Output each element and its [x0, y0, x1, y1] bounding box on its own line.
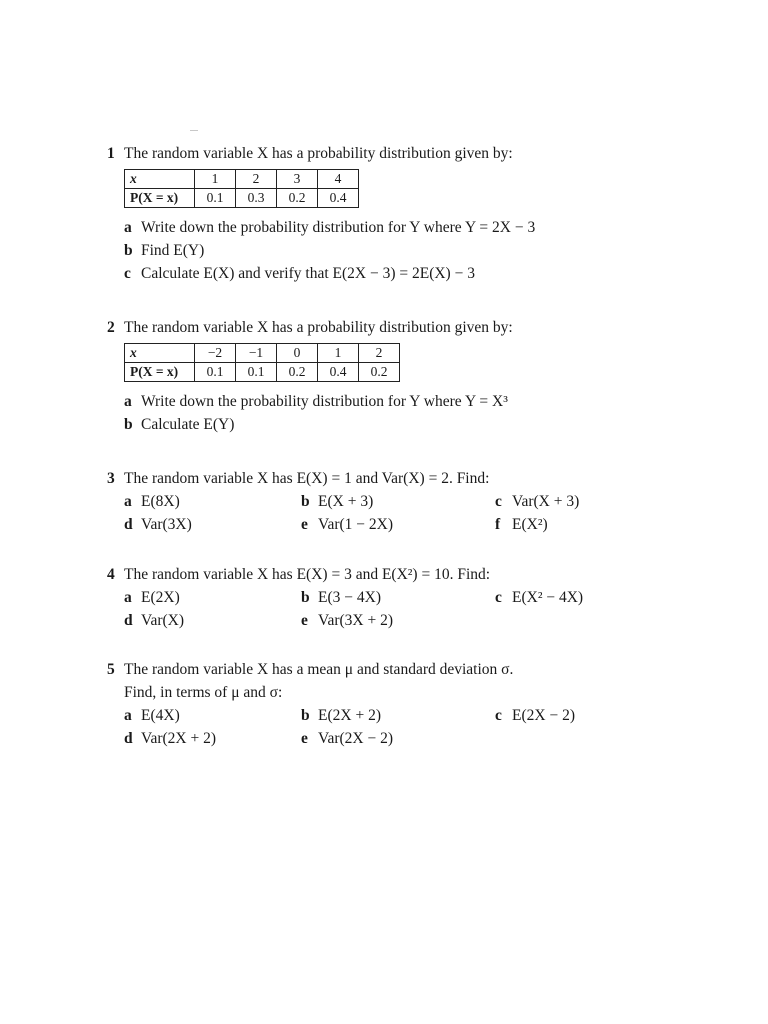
question-stem: The random variable X has a probability distribution given by: — [124, 319, 513, 336]
question-part — [301, 704, 495, 727]
table-cell: 0.2 — [359, 363, 400, 382]
part-text: E(8X) — [141, 493, 180, 510]
table-header-x: x — [125, 344, 195, 363]
probability-table — [124, 343, 400, 382]
table-cell: −2 — [195, 344, 236, 363]
question-2 — [107, 316, 687, 436]
part-label: d — [124, 730, 133, 747]
part-label: c — [495, 589, 502, 606]
question-stem-2: Find, in terms of μ and σ: — [124, 684, 283, 701]
question-part — [495, 704, 665, 727]
question-part — [495, 513, 665, 536]
part-label: f — [495, 516, 501, 533]
question-part — [495, 490, 665, 513]
question-part — [301, 609, 495, 632]
part-label: d — [124, 516, 133, 533]
question-stem: The random variable X has a mean μ and standard deviation σ. — [124, 661, 514, 678]
question-number: 2 — [107, 319, 115, 336]
question-5 — [107, 658, 687, 750]
table-cell: 2 — [359, 344, 400, 363]
question-part — [301, 513, 495, 536]
part-label: b — [301, 707, 310, 724]
table-header-p: P(X = x) — [125, 189, 195, 208]
part-text: Find E(Y) — [141, 242, 205, 259]
part-label: c — [124, 265, 131, 282]
parts-grid — [107, 586, 687, 632]
part-text: Var(3X) — [141, 516, 192, 533]
part-label: e — [301, 612, 308, 629]
question-part — [124, 609, 301, 632]
part-text: Var(2X + 2) — [141, 730, 217, 747]
table-cell: 0.1 — [195, 189, 236, 208]
part-label: b — [124, 242, 133, 259]
question-part — [301, 727, 495, 750]
part-text: Var(X) — [141, 612, 185, 629]
part-label: c — [495, 707, 502, 724]
question-part — [107, 239, 687, 262]
decorative-dash — [190, 130, 198, 131]
question-part — [107, 262, 687, 285]
part-text: E(4X) — [141, 707, 180, 724]
question-3 — [107, 467, 687, 536]
table-header-x: x — [125, 170, 195, 189]
part-label: e — [301, 516, 308, 533]
question-4 — [107, 563, 687, 632]
part-text: Var(2X − 2) — [318, 730, 394, 747]
question-part — [124, 513, 301, 536]
question-part — [301, 490, 495, 513]
table-cell: 4 — [318, 170, 359, 189]
question-number: 1 — [107, 145, 115, 162]
question-part — [107, 413, 687, 436]
table-cell: 0.1 — [195, 363, 236, 382]
part-label: a — [124, 219, 132, 236]
part-label: a — [124, 493, 132, 510]
question-part — [107, 390, 687, 413]
question-number: 3 — [107, 470, 115, 487]
part-text: Calculate E(X) and verify that E(2X − 3) = 2E(X) − 3 — [141, 265, 475, 282]
probability-table — [124, 169, 359, 208]
table-cell: 0 — [277, 344, 318, 363]
question-number: 4 — [107, 566, 115, 583]
part-label: c — [495, 493, 502, 510]
question-number: 5 — [107, 661, 115, 678]
question-stem: The random variable X has a probability distribution given by: — [124, 145, 513, 162]
table-cell: 1 — [195, 170, 236, 189]
part-text: Write down the probability distribution for Y where Y = X³ — [141, 393, 508, 410]
part-text: Var(3X + 2) — [318, 612, 394, 629]
table-header-p: P(X = x) — [125, 363, 195, 382]
part-text: E(2X + 2) — [318, 707, 381, 724]
table-row-p — [125, 189, 359, 208]
part-label: a — [124, 589, 132, 606]
part-label: a — [124, 707, 132, 724]
table-row-p — [125, 363, 400, 382]
parts-grid — [107, 490, 687, 536]
part-label: b — [124, 416, 133, 433]
part-text: E(X²) — [512, 516, 548, 533]
question-stem: The random variable X has E(X) = 3 and E(X²) = 10. Find: — [124, 566, 491, 583]
question-part — [495, 586, 665, 609]
table-cell: 0.2 — [277, 363, 318, 382]
part-text: Calculate E(Y) — [141, 416, 235, 433]
part-text: Var(1 − 2X) — [318, 516, 394, 533]
part-text: E(2X) — [141, 589, 180, 606]
question-part — [124, 490, 301, 513]
part-label: b — [301, 493, 310, 510]
part-label: a — [124, 393, 132, 410]
table-cell: 0.2 — [277, 189, 318, 208]
table-cell: 0.4 — [318, 363, 359, 382]
table-cell: 0.1 — [236, 363, 277, 382]
part-label: b — [301, 589, 310, 606]
parts-grid — [107, 704, 687, 750]
question-1 — [107, 142, 687, 285]
part-text: E(X² − 4X) — [512, 589, 584, 606]
part-label: e — [301, 730, 308, 747]
table-cell: 0.3 — [236, 189, 277, 208]
table-cell: 3 — [277, 170, 318, 189]
table-row-x — [125, 170, 359, 189]
question-part — [124, 704, 301, 727]
part-text: E(2X − 2) — [512, 707, 575, 724]
question-part — [124, 586, 301, 609]
part-text: E(X + 3) — [318, 493, 374, 510]
table-cell: 2 — [236, 170, 277, 189]
question-part — [124, 727, 301, 750]
table-cell: 0.4 — [318, 189, 359, 208]
part-text: Var(X + 3) — [512, 493, 580, 510]
part-text: Write down the probability distribution for Y where Y = 2X − 3 — [141, 219, 536, 236]
table-cell: 1 — [318, 344, 359, 363]
table-cell: −1 — [236, 344, 277, 363]
table-row-x — [125, 344, 400, 363]
part-label: d — [124, 612, 133, 629]
question-part — [301, 586, 495, 609]
part-text: E(3 − 4X) — [318, 589, 381, 606]
question-part — [107, 216, 687, 239]
question-stem: The random variable X has E(X) = 1 and Var(X) = 2. Find: — [124, 470, 490, 487]
